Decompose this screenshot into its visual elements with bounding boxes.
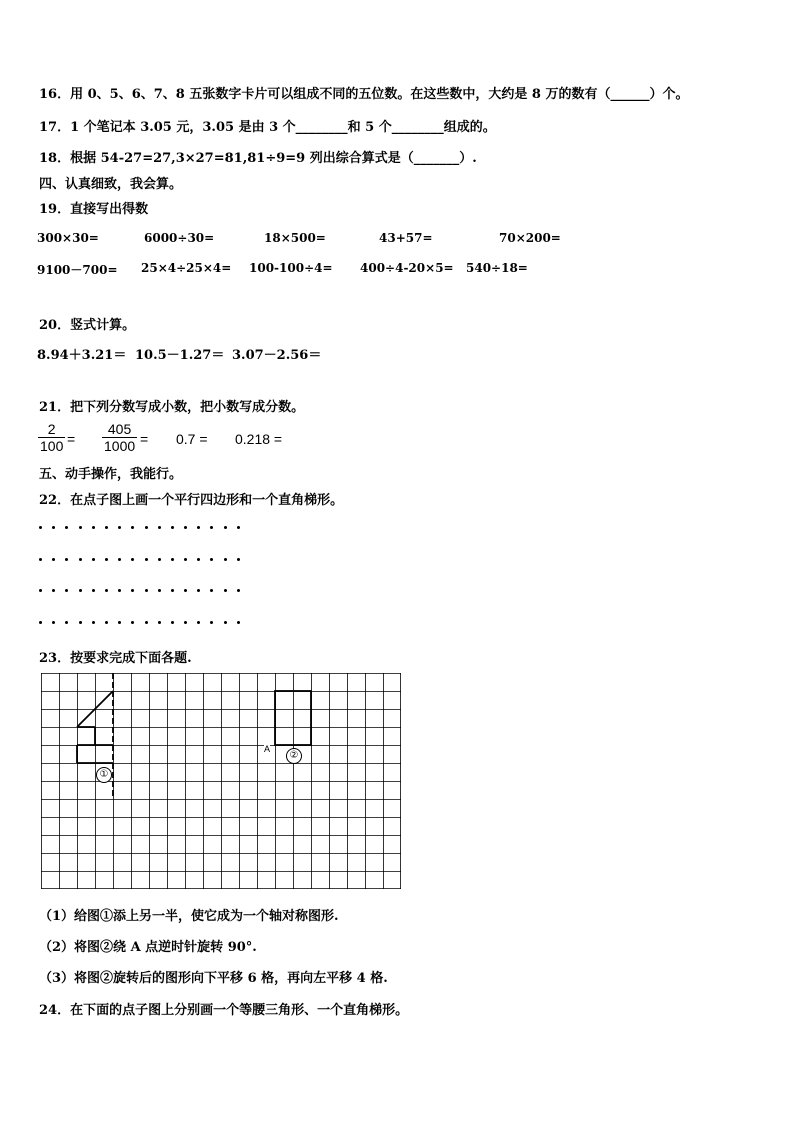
grid-dot <box>184 558 187 561</box>
grid-dot <box>197 558 200 561</box>
figure-1-label: ① <box>96 767 112 783</box>
fraction-denominator: 1000 <box>104 438 136 454</box>
grid-dot <box>171 589 174 592</box>
grid-dot <box>171 558 174 561</box>
grid-dot <box>237 589 240 592</box>
fraction-2-100 <box>38 421 65 454</box>
q19-item: 400÷4-20×5= <box>360 261 454 275</box>
grid-dot <box>79 621 82 624</box>
grid-dot <box>105 558 108 561</box>
q20-item: 3.07－2.56＝ <box>232 348 322 363</box>
q19-item: 6000÷30= <box>144 231 215 245</box>
dot-row <box>39 526 250 529</box>
grid-dot <box>131 589 134 592</box>
grid-dot <box>39 621 42 624</box>
equals-sign: = <box>67 431 76 447</box>
q19-item: 9100－700= <box>37 263 118 277</box>
grid-dot <box>118 621 121 624</box>
grid-dot <box>131 558 134 561</box>
grid-dot <box>158 589 161 592</box>
fraction-numerator: 2 <box>47 421 56 437</box>
grid-dot <box>92 526 95 529</box>
grid-figure <box>41 673 403 891</box>
grid-dot <box>39 526 42 529</box>
q19-item: 70×200= <box>499 231 561 245</box>
grid-dot <box>224 621 227 624</box>
grid-dot <box>65 621 68 624</box>
grid-dot <box>52 558 55 561</box>
grid-dot <box>39 589 42 592</box>
grid-dot <box>65 558 68 561</box>
grid-dot <box>197 589 200 592</box>
grid-dot <box>65 589 68 592</box>
square-grid <box>41 673 403 895</box>
question-20: 20．竖式计算。 <box>39 318 136 333</box>
q19-item: 25×4÷25×4= <box>141 261 232 275</box>
grid-dot <box>118 558 121 561</box>
decimal-0-7: 0.7 = <box>176 431 208 447</box>
q19-item: 540÷18= <box>466 261 528 275</box>
grid-dot <box>118 589 121 592</box>
grid-dot <box>184 589 187 592</box>
q19-item: 18×500= <box>264 231 326 245</box>
question-18: 18．根据 54-27=27,3×27=81,81÷9=9 列出综合算式是（_______）. <box>39 151 477 166</box>
grid-dot <box>237 558 240 561</box>
grid-dot <box>197 526 200 529</box>
grid-dot <box>105 526 108 529</box>
q19-item: 100-100÷4= <box>249 261 333 275</box>
grid-dot <box>210 621 213 624</box>
grid-dot <box>65 526 68 529</box>
question-23-part-1: （1）给图①添上另一半，使它成为一个轴对称图形. <box>39 909 339 924</box>
question-22: 22．在点子图上画一个平行四边形和一个直角梯形。 <box>39 493 344 508</box>
grid-dot <box>210 558 213 561</box>
fraction-405-1000 <box>102 421 137 454</box>
grid-dot <box>92 621 95 624</box>
grid-dot <box>131 526 134 529</box>
section-4-heading: 四、认真细致，我会算。 <box>39 177 183 192</box>
question-17: 17．1 个笔记本 3.05 元，3.05 是由 3 个________和 5 个________组成的。 <box>39 120 496 135</box>
grid-dot <box>105 621 108 624</box>
grid-dot <box>105 589 108 592</box>
grid-dot <box>79 526 82 529</box>
grid-dot <box>145 621 148 624</box>
grid-dot <box>145 558 148 561</box>
grid-dot <box>92 558 95 561</box>
equals-sign: = <box>140 431 149 447</box>
figure-2-rectangle <box>275 691 311 745</box>
grid-dot <box>52 526 55 529</box>
dot-row <box>39 589 250 592</box>
question-23: 23．按要求完成下面各题. <box>39 651 192 666</box>
q19-item: 300×30= <box>37 231 99 245</box>
question-24: 24．在下面的点子图上分别画一个等腰三角形、一个直角梯形。 <box>39 1003 409 1018</box>
question-16: 16．用 0、5、6、7、8 五张数字卡片可以组成不同的五位数。在这些数中，大约是 8 万的数有（______）个。 <box>39 87 689 102</box>
grid-dot <box>158 558 161 561</box>
fraction-numerator: 405 <box>107 421 132 437</box>
figure-1-half <box>77 691 113 763</box>
grid-dot <box>52 621 55 624</box>
grid-dot <box>224 558 227 561</box>
grid-dot <box>39 558 42 561</box>
grid-dot <box>158 621 161 624</box>
point-a-label: A <box>264 744 271 754</box>
grid-dot <box>210 526 213 529</box>
grid-dot <box>145 589 148 592</box>
grid-dot <box>224 589 227 592</box>
grid-dot <box>158 526 161 529</box>
grid-dot <box>197 621 200 624</box>
grid-dot <box>184 526 187 529</box>
grid-dot <box>131 621 134 624</box>
q20-item: 10.5－1.27＝ <box>135 348 225 363</box>
grid-dot <box>224 526 227 529</box>
grid-dot <box>52 589 55 592</box>
section-5-heading: 五、动手操作，我能行。 <box>39 467 183 482</box>
grid-dot <box>171 621 174 624</box>
dot-row <box>39 621 250 624</box>
grid-dot <box>118 526 121 529</box>
q19-item: 43+57= <box>379 231 433 245</box>
grid-dot <box>145 526 148 529</box>
figure-2-label: ② <box>286 748 302 764</box>
decimal-0-218: 0.218 = <box>235 431 283 447</box>
dot-row <box>39 558 250 561</box>
fraction-denominator: 100 <box>40 438 64 454</box>
grid-dot <box>79 589 82 592</box>
grid-dot <box>237 526 240 529</box>
grid-dot <box>184 621 187 624</box>
question-19: 19．直接写出得数 <box>39 202 149 217</box>
grid-dot <box>171 526 174 529</box>
q20-item: 8.94＋3.21＝ <box>37 348 127 363</box>
grid-dot <box>237 621 240 624</box>
grid-dot <box>92 589 95 592</box>
grid-dot <box>210 589 213 592</box>
question-23-part-3: （3）将图②旋转后的图形向下平移 6 格，再向左平移 4 格. <box>39 971 388 986</box>
question-23-part-2: （2）将图②绕 A 点逆时针旋转 90°. <box>39 940 257 955</box>
grid-dot <box>79 558 82 561</box>
question-21: 21．把下列分数写成小数，把小数写成分数。 <box>39 400 305 415</box>
